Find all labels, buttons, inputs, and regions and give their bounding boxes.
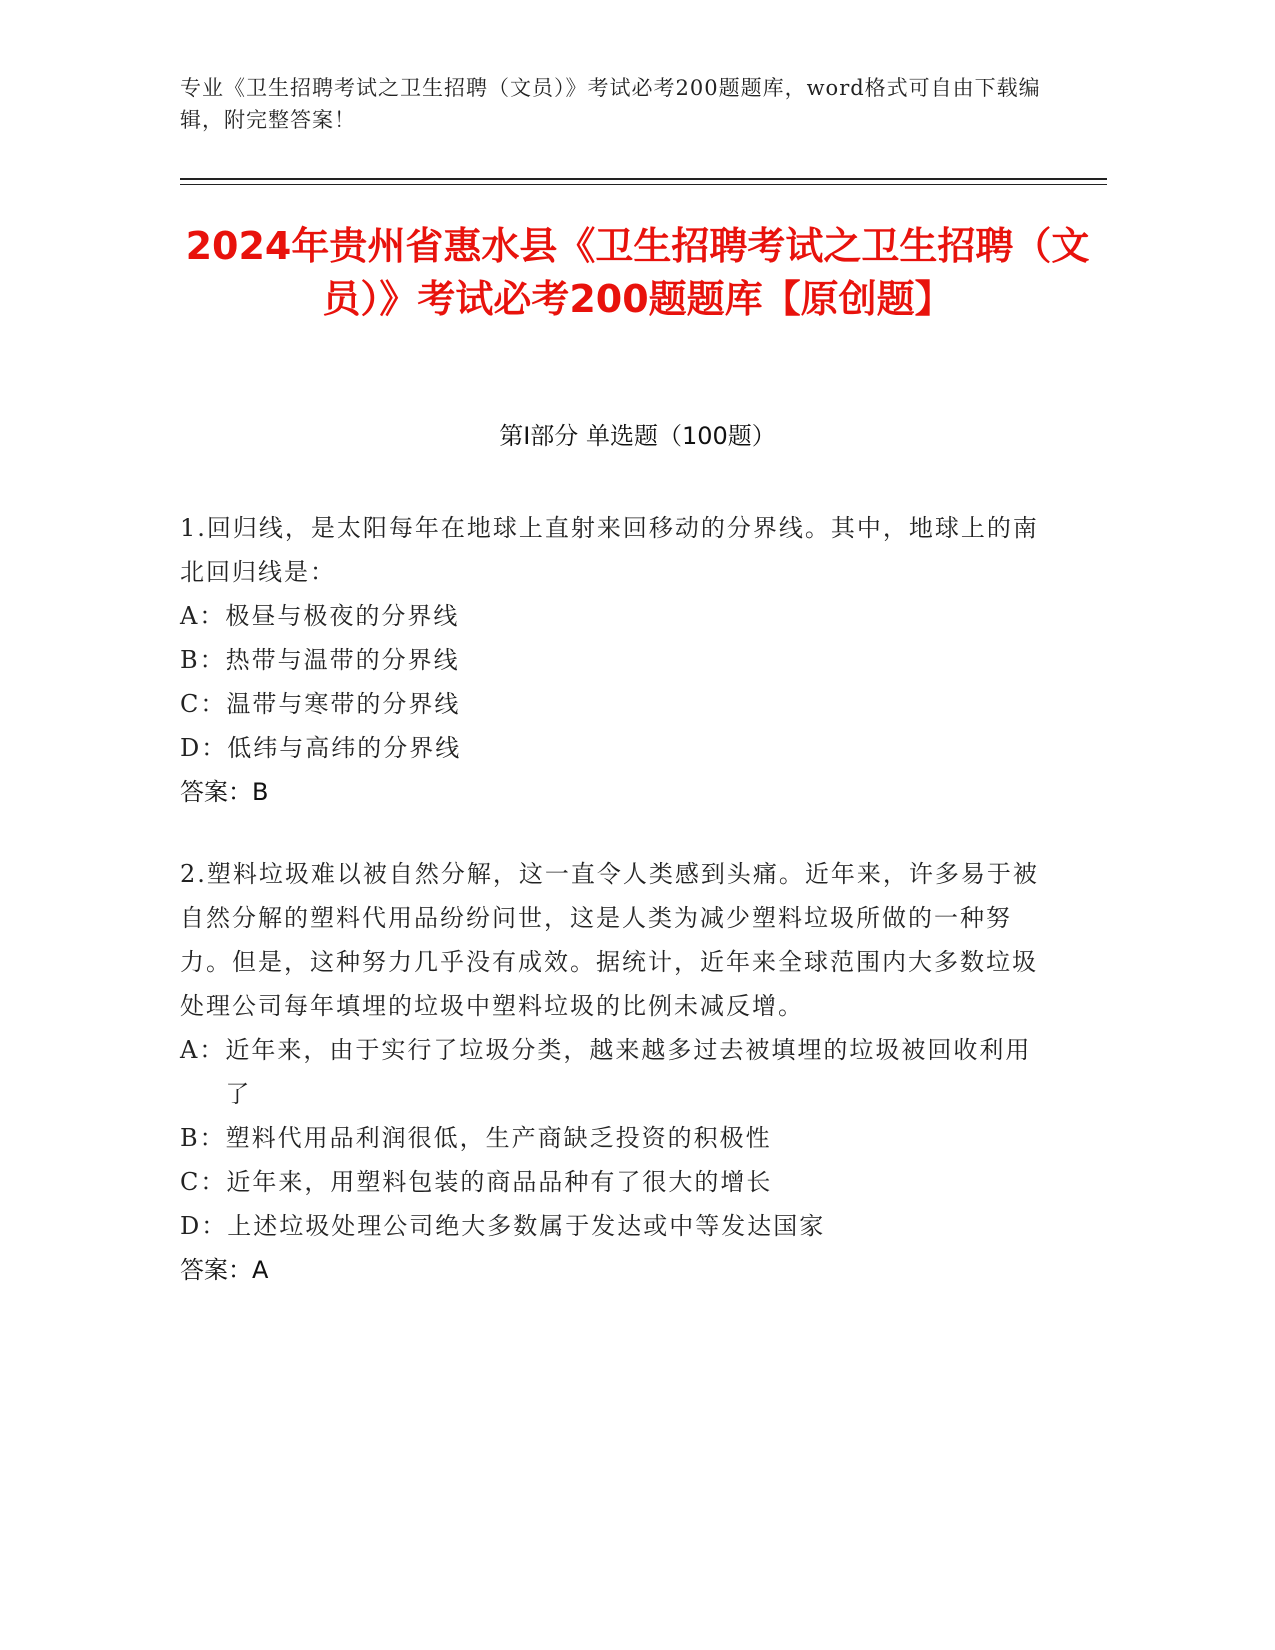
header-divider-thick	[180, 178, 1107, 180]
answer-line: 答案：A	[180, 1256, 269, 1284]
option-text: 近年来，由于实行了垃圾分类，越来越多过去被填埋的垃圾被回收利用了	[225, 1036, 1032, 1108]
option-text: 塑料代用品利润很低，生产商缺乏投资的积极性	[225, 1124, 772, 1152]
question-block	[180, 852, 1040, 1292]
option-text: 近年来，用塑料包装的商品品种有了很大的增长	[226, 1168, 773, 1196]
option-text: 上述垃圾处理公司绝大多数属于发达或中等发达国家	[227, 1212, 826, 1240]
option-text: 热带与温带的分界线	[225, 646, 460, 674]
question-stem: 2.塑料垃圾难以被自然分解，这一直令人类感到头痛。近年来，许多易于被自然分解的塑料代用品纷纷问世，这是人类为减少塑料垃圾所做的一种努力。但是，这种努力几乎没有成效。据统计，近年来全球范围内大多数垃圾处理公司每年填埋的垃圾中塑料垃圾的比例未减反增。	[180, 860, 1039, 1020]
option-b	[180, 638, 1040, 682]
option-b	[180, 1116, 1040, 1160]
option-text: 低纬与高纬的分界线	[227, 734, 462, 762]
option-letter: D：	[180, 1212, 228, 1240]
option-letter: D：	[180, 734, 228, 762]
document-title: 2024年贵州省惠水县《卫生招聘考试之卫生招聘（文员）》考试必考200题题库【原创题】	[185, 224, 1090, 321]
option-text: 极昼与极夜的分界线	[225, 602, 460, 630]
option-c	[180, 1160, 1040, 1204]
option-letter: C：	[180, 690, 227, 718]
question-stem: 1.回归线，是太阳每年在地球上直射来回移动的分界线。其中，地球上的南北回归线是：	[180, 514, 1039, 586]
option-letter: A：	[180, 602, 226, 630]
answer-line: 答案：B	[180, 778, 269, 806]
option-a	[180, 594, 1040, 638]
header-divider-thin	[180, 184, 1107, 185]
option-letter: B：	[180, 646, 226, 674]
option-d	[180, 1204, 1040, 1248]
option-letter: C：	[180, 1168, 227, 1196]
option-letter: A：	[180, 1036, 226, 1064]
option-text: 温带与寒带的分界线	[226, 690, 461, 718]
option-letter: B：	[180, 1124, 226, 1152]
option-d	[180, 726, 1040, 770]
option-c	[180, 682, 1040, 726]
section-heading: 第Ⅰ部分 单选题（100题）	[499, 422, 776, 450]
header-note: 专业《卫生招聘考试之卫生招聘（文员）》考试必考200题题库，word格式可自由下载编辑，附完整答案！	[180, 76, 1041, 132]
question-block	[180, 506, 1040, 814]
option-a	[180, 1028, 1040, 1116]
